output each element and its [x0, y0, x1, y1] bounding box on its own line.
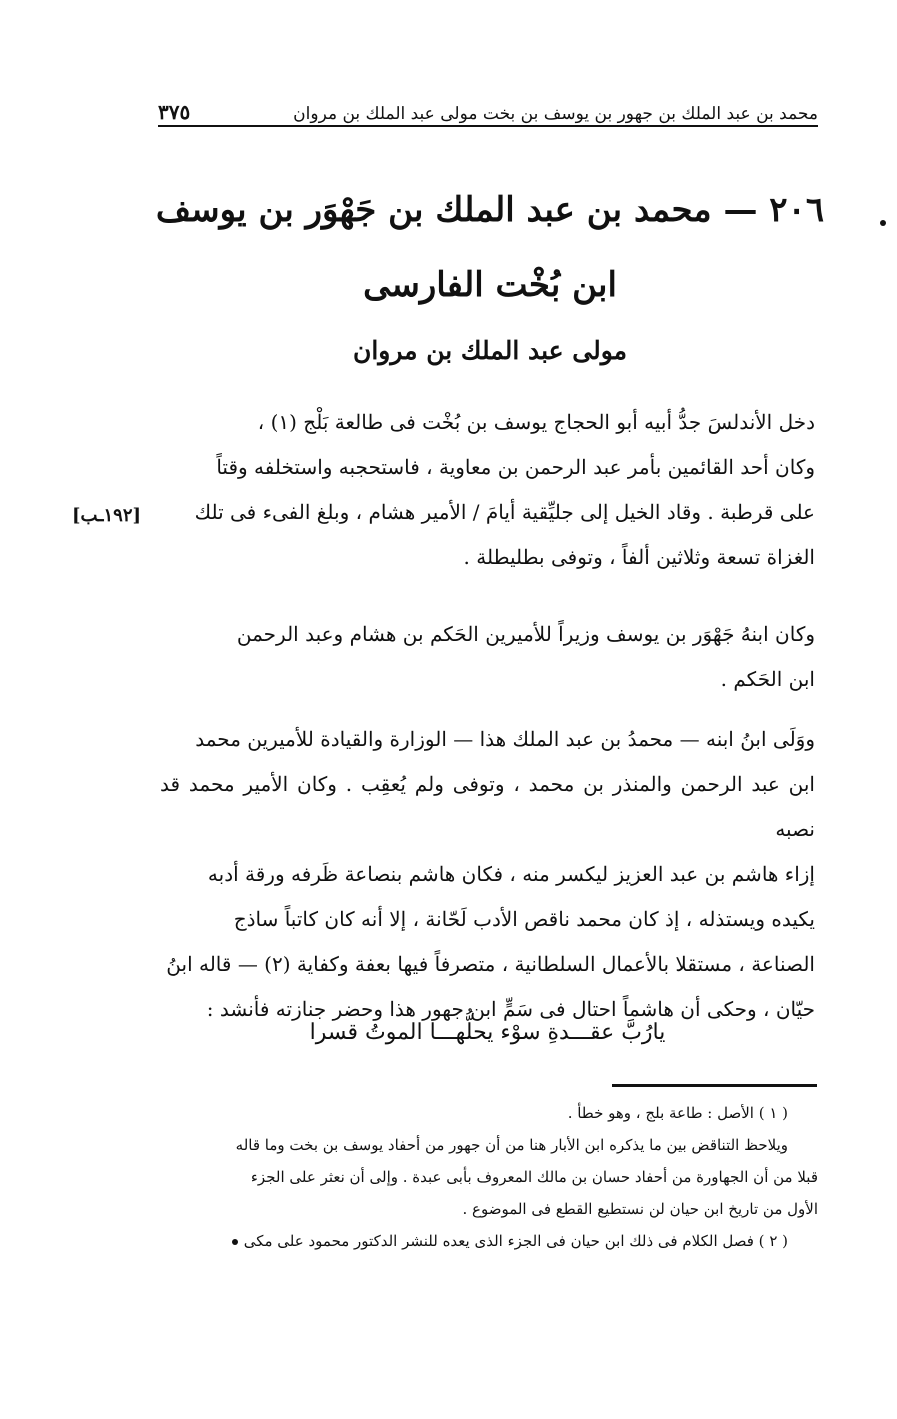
text-line: ووَلَى ابنُ ابنه — محمدُ بن عبد الملك هذا — الوزارة والقيادة للأميرين محمد: [195, 727, 815, 751]
entry-title-line2: ابن بُخْت الفارسى: [363, 265, 617, 305]
entry-title: ٢٠٦ — محمد بن عبد الملك بن جَهْوَر بن يوسف: [155, 190, 825, 230]
footnote-2: [150, 1225, 818, 1257]
footnote-1-line: ويلاحظ التناقض بين ما يذكره ابن الأبار هنا من أن جهور من أحفاد يوسف بن بخت وما قاله: [235, 1136, 788, 1154]
footnotes: [150, 1097, 818, 1257]
paragraph-1: [160, 400, 815, 580]
end-mark-icon: [232, 1239, 238, 1245]
text-line: وكان ابنهُ جَهْوَر بن يوسف وزيراً للأميرين الحَكم بن هشام وعبد الرحمن: [236, 622, 815, 646]
text-line: الغزاة تسعة وثلاثين ألفاً ، وتوفى بطليطلة .: [463, 545, 815, 569]
poem-verse: يارُبَّ عقـــدةِ سوْء يحلُّهـــا الموتُ قسرا: [309, 1020, 666, 1045]
footnote-1-line: قبلا من أن الجهاورة من أحفاد حسان بن مالك المعروف بأبى عبدة . وإلى أن نعثر على الجزء: [250, 1168, 818, 1186]
footnote-1: ( ١ ) الأصل : طاعة بلج ، وهو خطأ .: [567, 1104, 788, 1122]
text-line: وكان أحد القائمين بأمر عبد الرحمن بن معاوية ، فاستحجبه واستخلفه وقتاً: [216, 455, 815, 479]
running-header: [158, 84, 818, 124]
footnote-1-line: الأول من تاريخ ابن حيان لن نستطيع القطع فى الموضوع .: [462, 1200, 818, 1218]
text-line: حيّان ، وحكى أن هاشماً احتال فى سَمٍّ ابن جهور هذا وحضر جنازته فأنشد :: [206, 997, 815, 1021]
page-number: ٣٧٥: [158, 100, 191, 124]
paragraph-3: [160, 717, 815, 1032]
header-rule: [158, 125, 818, 127]
paragraph-2: [160, 612, 815, 702]
margin-dot: [880, 220, 886, 226]
text-line: على قرطبة . وقاد الخيل إلى جليِّقية أيامَ / الأمير هشام ، وبلغ الفىء فى تلك: [194, 500, 815, 524]
text-line: إزاء هاشم بن عبد العزيز ليكسر منه ، فكان هاشم بنصاعة ظَرفه ورقة أدبه: [207, 862, 815, 886]
running-title: محمد بن عبد الملك بن جهور بن يوسف بن بخت مولى عبد الملك بن مروان: [293, 104, 818, 124]
entry-subtitle: مولى عبد الملك بن مروان: [352, 336, 628, 365]
text-line: ابن عبد الرحمن والمنذر بن محمد ، وتوفى ولم يُعقِب . وكان الأمير محمد قد نصبه: [160, 772, 815, 841]
text-line: يكيده ويستذله ، إذ كان محمد ناقص الأدب لَحّانة ، إلا أنه كان كاتباً ساذج: [233, 907, 815, 931]
text-line: دخل الأندلسَ جدُّ أبيه أبو الحجاج يوسف بن بُخْت فى طالعة بَلْج (١) ،: [257, 410, 815, 434]
text-line: الصناعة ، مستقلا بالأعمال السلطانية ، متصرفاً فيها بعفة وكفاية (٢) — قاله ابنُ: [166, 952, 815, 976]
footnote-rule: [612, 1084, 817, 1087]
footnote-2-text: ( ٢ ) فصل الكلام فى ذلك ابن حيان فى الجزء الذى يعده للنشر الدكتور محمود على مكى: [243, 1232, 788, 1250]
marginal-folio-ref: [١٩٢ـب]: [72, 505, 142, 526]
text-line: ابن الحَكم .: [720, 667, 815, 691]
